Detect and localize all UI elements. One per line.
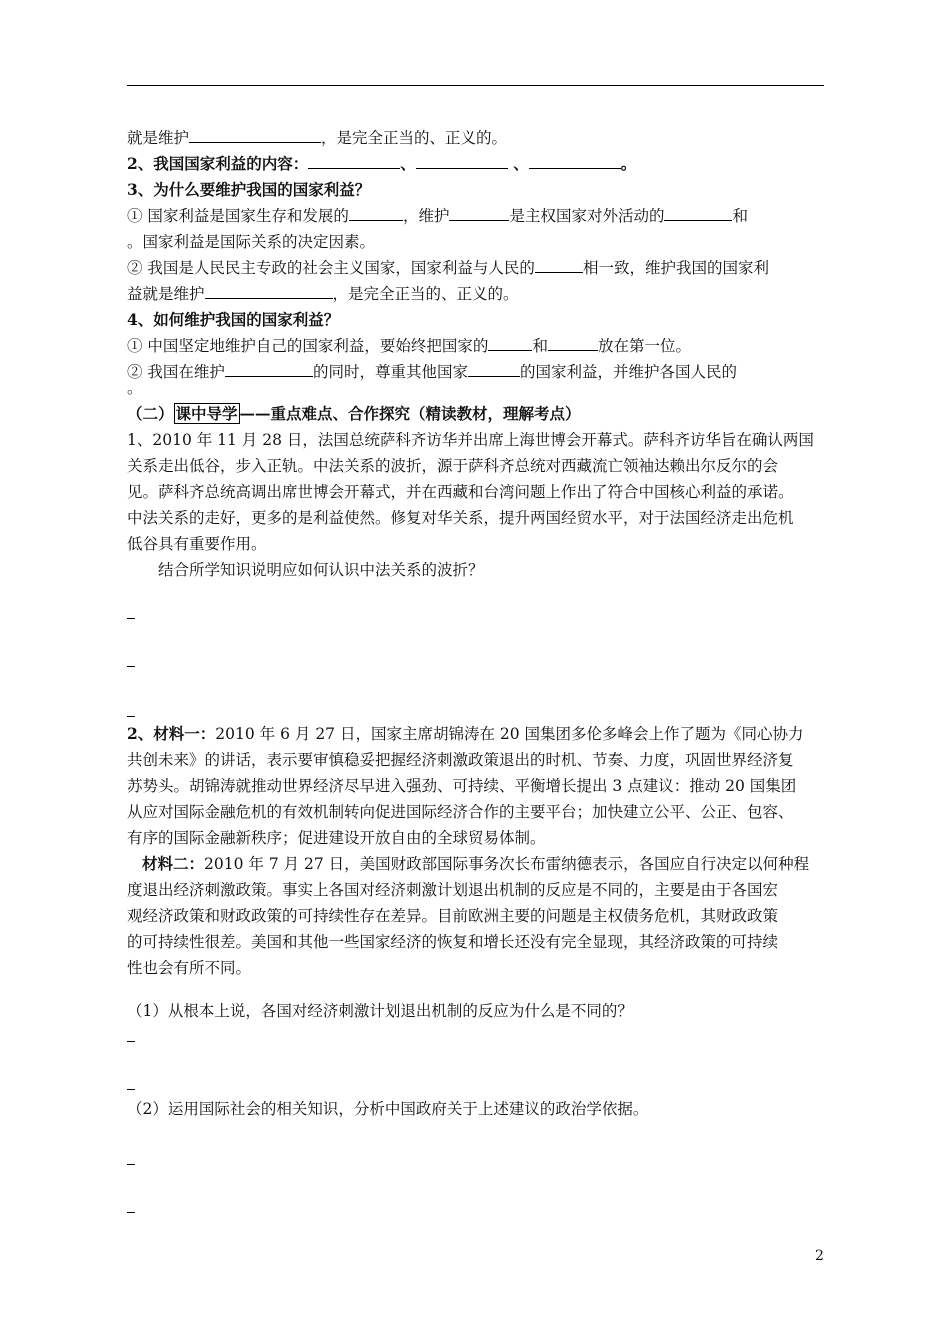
- answer-blank[interactable]: [535, 258, 583, 273]
- paragraph-line: 1、2010 年 11 月 28 日，法国总统萨科齐访华并出席上海世博会开幕式。萨科齐访华旨在确认两国: [127, 431, 814, 449]
- paragraph-line: [142, 854, 842, 874]
- answer-line[interactable]: [127, 1089, 135, 1090]
- sub-question-2: （2）运用国际社会的相关知识，分析中国政府关于上述建议的政治学依据。: [127, 1100, 649, 1118]
- paragraph-line: 的可持续性很差。美国和其他一些国家经济的恢复和增长还没有完全显现，其经济政策的可持续: [127, 933, 779, 951]
- text-span: ，是完全正当的、正义的。: [332, 285, 519, 303]
- paragraph-line: 中法关系的走好，更多的是利益使然。修复对华关系，提升两国经贸水平，对于法国经济走出危机: [127, 509, 794, 527]
- answer-blank[interactable]: [189, 128, 321, 143]
- answer-blank[interactable]: [308, 154, 400, 169]
- paragraph-line: 从应对国际金融危机的有效机制转向促进国际经济合作的主要平台；加快建立公平、公正、包容、: [127, 803, 794, 821]
- answer-line[interactable]: [127, 666, 135, 667]
- answer-blank[interactable]: [205, 284, 333, 299]
- boxed-label: 课中导学: [175, 404, 238, 423]
- answer-line[interactable]: [127, 716, 135, 717]
- text-span: 的同时，尊重其他国家: [312, 363, 468, 381]
- paragraph-line: 观经济政策和财政政策的可持续性存在差异。目前欧洲主要的问题是主权债务危机，其财政政策: [127, 907, 779, 925]
- answer-blank[interactable]: [449, 206, 509, 221]
- page-number: 2: [815, 1248, 824, 1264]
- answer-line[interactable]: [127, 618, 135, 619]
- text-span: ，是完全正当的、正义的。: [321, 129, 508, 147]
- text-line: [127, 284, 827, 304]
- text-line: 。: [127, 379, 143, 397]
- text-span: 相一致，维护我国的国家利: [582, 259, 769, 277]
- sub-question-1: （1）从根本上说，各国对经济刺激计划退出机制的反应为什么是不同的？: [127, 1002, 633, 1020]
- answer-blank[interactable]: [225, 362, 313, 377]
- text-span: 益就是维护: [127, 285, 205, 303]
- text-span: ① 国家利益是国家生存和发展的: [127, 207, 349, 225]
- text-span: 放在第一位。: [597, 337, 691, 355]
- text-span: 是主权国家对外活动的: [509, 207, 665, 225]
- text-span: 、: [400, 154, 416, 173]
- answer-blank[interactable]: [664, 206, 732, 221]
- answer-blank[interactable]: [529, 154, 621, 169]
- text-span: 就是维护: [127, 129, 190, 147]
- paragraph-line: 共创未来》的讲话，表示要审慎稳妥把握经济刺激政策退出的时机、节奏、力度，巩固世界经济复: [127, 751, 794, 769]
- paragraph-line: 苏势头。胡锦涛就推动世界经济尽早进入强劲、可持续、平衡增长提出 3 点建议：推动 20 国集团: [127, 777, 797, 795]
- answer-blank[interactable]: [488, 336, 532, 351]
- paragraph-line: [127, 724, 827, 744]
- header-rule: [127, 85, 824, 86]
- text-span: 和: [732, 207, 748, 225]
- question-3: 3、为什么要维护我国的国家利益？: [127, 180, 371, 199]
- text-span: 、: [507, 154, 529, 173]
- paragraph-line: 性也会有所不同。: [127, 959, 252, 977]
- text-span: ② 我国在维护: [127, 363, 225, 381]
- paragraph-line: 度退出经济刺激政策。事实上各国对经济刺激计划退出机制的反应是不同的，主要是由于各国宏: [127, 881, 779, 899]
- text-span: ① 中国坚定地维护自己的国家利益，要始终把国家的: [127, 337, 489, 355]
- text-line: [127, 258, 827, 278]
- paragraph-line: 有序的国际金融新秩序；促进建设开放自由的全球贸易体制。: [127, 829, 546, 847]
- answer-blank[interactable]: [468, 362, 520, 377]
- question-label: 2、我国国家利益的内容：: [127, 154, 309, 173]
- material-label: 材料二：: [142, 854, 205, 873]
- answer-line[interactable]: [127, 1212, 135, 1213]
- text-span: 2010 年 7 月 27 日，美国财政部国际事务次长布雷纳德表示，各国应自行决定以何种程: [204, 855, 810, 873]
- text-span: 和: [532, 337, 548, 355]
- paragraph-line: 关系走出低谷，步入正轨。中法关系的波折，源于萨科齐总统对西藏流亡领袖达赖出尔反尔的会: [127, 457, 779, 475]
- question-2: [127, 154, 827, 174]
- question-4: 4、如何维护我国的国家利益？: [127, 310, 340, 329]
- paragraph-line: 见。萨科齐总统高调出席世博会开幕式，并在西藏和台湾问题上作出了符合中国核心利益的承诺。: [127, 483, 794, 501]
- text-span: 2010 年 6 月 27 日，国家主席胡锦涛在 20 国集团多伦多峰会上作了题为《同心协力: [215, 725, 804, 743]
- text-span: ② 我国是人民民主专政的社会主义国家，国家利益与人民的: [127, 259, 535, 277]
- answer-line[interactable]: [127, 1041, 135, 1042]
- text-span: ，维护: [402, 207, 450, 225]
- text-span: 的国家利益，并维护各国人民的: [519, 363, 737, 381]
- answer-blank[interactable]: [349, 206, 403, 221]
- text-span: （二）: [127, 404, 174, 423]
- text-span: ——重点难点、合作探究（精读教材，理解考点）: [239, 404, 581, 423]
- material-label: 2、材料一：: [127, 724, 216, 743]
- text-line: [127, 336, 827, 356]
- answer-line[interactable]: [127, 1164, 135, 1165]
- answer-blank[interactable]: [548, 336, 598, 351]
- section-heading: [127, 404, 827, 424]
- text-span: 。: [620, 154, 637, 173]
- answer-blank[interactable]: [416, 154, 508, 169]
- text-line: [127, 128, 827, 148]
- question-prompt: 结合所学知识说明应如何认识中法关系的波折？: [158, 561, 484, 579]
- paragraph-line: 低谷具有重要作用。: [127, 535, 267, 553]
- text-line: 。国家利益是国际关系的决定因素。: [127, 233, 376, 251]
- text-line: [127, 206, 827, 226]
